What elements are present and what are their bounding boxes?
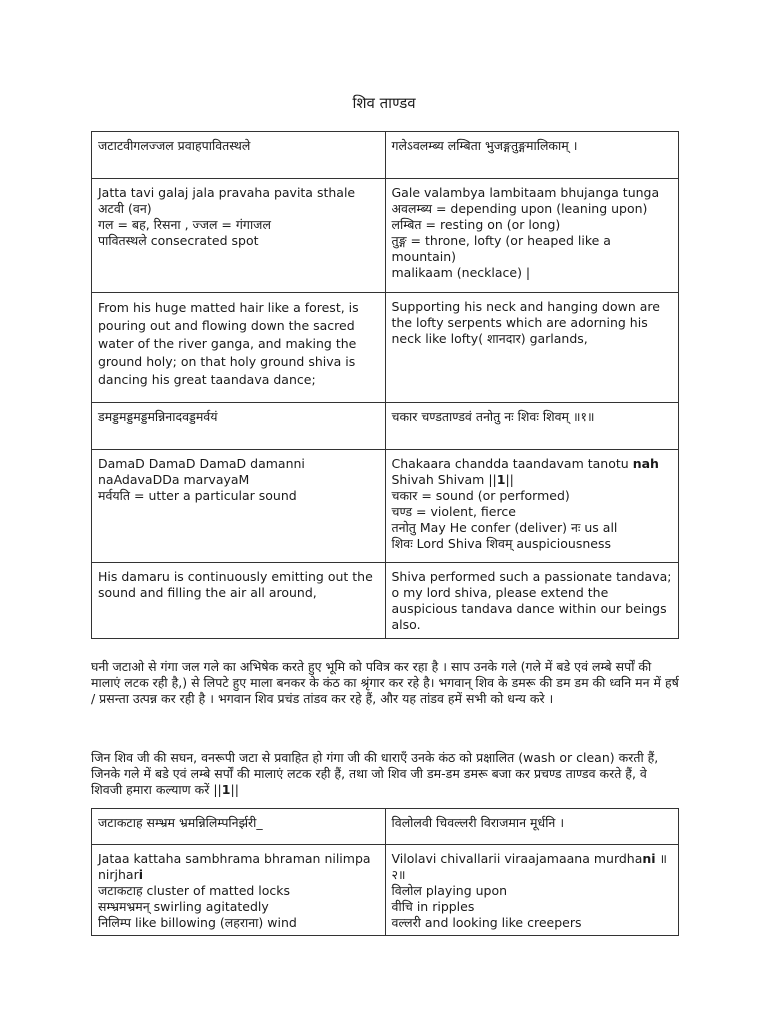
table-row (92, 845, 679, 936)
transliteration-line (392, 851, 673, 883)
gloss-line: तनोतु May He confer (deliver) नः us all (391, 520, 618, 535)
table-cell (385, 132, 679, 179)
gloss-line: जटाकटाह cluster of matted locks (98, 883, 291, 898)
table-cell (92, 293, 386, 403)
table-row (92, 809, 679, 845)
translation-text: Supporting his neck and hanging down are the lofty serpents which are adorning his neck like lofty( शानदार) garlands, (391, 299, 660, 346)
sanskrit-line: चकार चण्डताण्डवं तनोतु नः शिवः शिवम् ॥१॥ (391, 409, 595, 424)
table-cell (92, 809, 386, 845)
paragraph-text: || (230, 782, 239, 797)
verse-table-2 (91, 808, 679, 936)
verse-number: 1 (221, 782, 231, 797)
sanskrit-line: विलोलवी चिवल्लरी विराजमान मूर्धनि । (391, 815, 565, 830)
table-row (92, 563, 679, 639)
gloss-line: चकार = sound (or performed) (391, 488, 570, 503)
table-cell (92, 179, 386, 293)
sanskrit-line: जटाटवीगलज्जल प्रवाहपावितस्थले (98, 138, 251, 153)
sanskrit-line: डमड्डमड्डमड्डमन्निनादवड्डमर्वयं (98, 409, 218, 424)
gloss-line: मर्वयति = utter a particular sound (98, 488, 297, 503)
table-cell (92, 403, 386, 450)
gloss-line: पावितस्थले consecrated spot (98, 233, 259, 248)
gloss-line: अवलम्ब्य = depending upon (leaning upon) (391, 201, 648, 216)
hindi-paragraph-1: घनी जटाओ से गंगा जल गले का अभिषेक करते हुए भूमि को पवित्र कर रहा है । साप उनके गले (गले में बडे एवं लम्बे सर्पों की मालाएं लटक रही है,) से लिपटे हुए माला बनकर के कंठ का श्रृंगार कर रहे है। भगवान् शिव के डमरू की डम डम की ध्वनि मन में हर्ष / प्रसन्ता उत्पन्न कर रही है । भगवान शिव प्रचंड तांडव कर रहे हैं, और यह तांडव हमें सभी को धन्य करे । (91, 659, 679, 706)
gloss-line: अटवी (वन) (98, 201, 152, 216)
transliteration-text: Chakaara chandda taandavam tanotu (391, 456, 633, 471)
transliteration-line: DamaD DamaD DamaD damanni (98, 456, 305, 471)
page-title: शिव ताण्डव (352, 94, 416, 112)
table-row (92, 450, 679, 563)
sanskrit-line: गलेऽवलम्ब्य लम्बिता भुजङ्गतुङ्गमालिकाम् । (391, 138, 578, 153)
table-row (92, 179, 679, 293)
gloss-line: malikaam (necklace) | (391, 265, 531, 280)
table-cell (92, 845, 386, 936)
translation-text: Shiva performed such a passionate tandava; o my lord shiva, please extend the auspicious tandava dance within our beings also. (391, 569, 672, 632)
table-cell (92, 132, 386, 179)
gloss-line: शिवः Lord Shiva शिवम् auspiciousness (391, 536, 611, 551)
verse-number: 1 (496, 472, 506, 487)
gloss-line: गल = बह, रिसना , ज्जल = गंगाजल (98, 217, 271, 232)
gloss-line: सम्भ्रमभ्रमन् swirling agitatedly (98, 899, 269, 914)
gloss-line: वीचि in ripples (391, 899, 475, 914)
table-cell (385, 809, 679, 845)
transliteration-line: Gale valambya lambitaam bhujanga tunga (391, 185, 660, 200)
transliteration-bold: ni (642, 851, 656, 866)
transliteration-text: Jataa kattaha sambhrama bhraman nilimpa nirjhar (98, 851, 371, 882)
verse-table-1 (91, 131, 679, 639)
transliteration-line (392, 456, 673, 472)
translation-text: From his huge matted hair like a forest, is pouring out and flowing down the sacred water of the river ganga, and making the ground holy; on that holy ground shiva is dancing his great taandava dance; (98, 300, 359, 387)
transliteration-line: naAdavaDDa marvayaM (98, 472, 250, 487)
gloss-line: निलिम्प like billowing (लहराना) wind (98, 915, 297, 930)
transliteration-bold: i (138, 867, 144, 882)
hindi-paragraph-2 (91, 750, 679, 798)
table-row (92, 293, 679, 403)
table-row (92, 403, 679, 450)
table-cell (385, 845, 679, 936)
gloss-line: वल्लरी and looking like creepers (391, 915, 582, 930)
transliteration-bold: nah (632, 456, 659, 471)
table-cell (92, 450, 386, 563)
sanskrit-line: जटाकटाह सम्भ्रम भ्रमन्निलिम्पनिर्झरी_ (98, 815, 263, 830)
table-cell (385, 179, 679, 293)
gloss-line: लम्बित = resting on (or long) (391, 217, 561, 232)
table-cell (385, 293, 679, 403)
table-cell (92, 563, 386, 639)
transliteration-text: || (505, 472, 514, 487)
transliteration-line: Jatta tavi galaj jala pravaha pavita sthale (98, 185, 356, 200)
transliteration-text: Shivah Shivam || (391, 472, 497, 487)
gloss-line: चण्ड = violent, fierce (391, 504, 516, 519)
transliteration-line (392, 472, 673, 488)
table-cell (385, 450, 679, 563)
gloss-line: विलोल playing upon (391, 883, 508, 898)
translation-text: His damaru is continuously emitting out the sound and filling the air all around, (98, 569, 373, 600)
table-cell (385, 563, 679, 639)
table-cell (385, 403, 679, 450)
transliteration-line (98, 851, 379, 883)
verse-number: ॥२॥ (391, 851, 668, 882)
table-row (92, 132, 679, 179)
paragraph-text: जिन शिव जी की सघन, वनरूपी जटा से प्रवाहित हो गंगा जी की धाराएँ उनके कंठ को प्रक्षालित (wash or clean) करती हैं, जिनके गले में बडे एवं लम्बे सर्पों की मालाएं लटक रही हैं, तथा जो शिव जी डम-डम डमरू बजा कर प्रचण्ड ताण्डव करते हैं, वे शिवजी हमारा कल्याण करें || (91, 750, 659, 797)
gloss-line: तुङ्ग = throne, lofty (or heaped like a mountain) (391, 233, 611, 264)
transliteration-text: Vilolavi chivallarii viraajamaana murdha (391, 851, 643, 866)
